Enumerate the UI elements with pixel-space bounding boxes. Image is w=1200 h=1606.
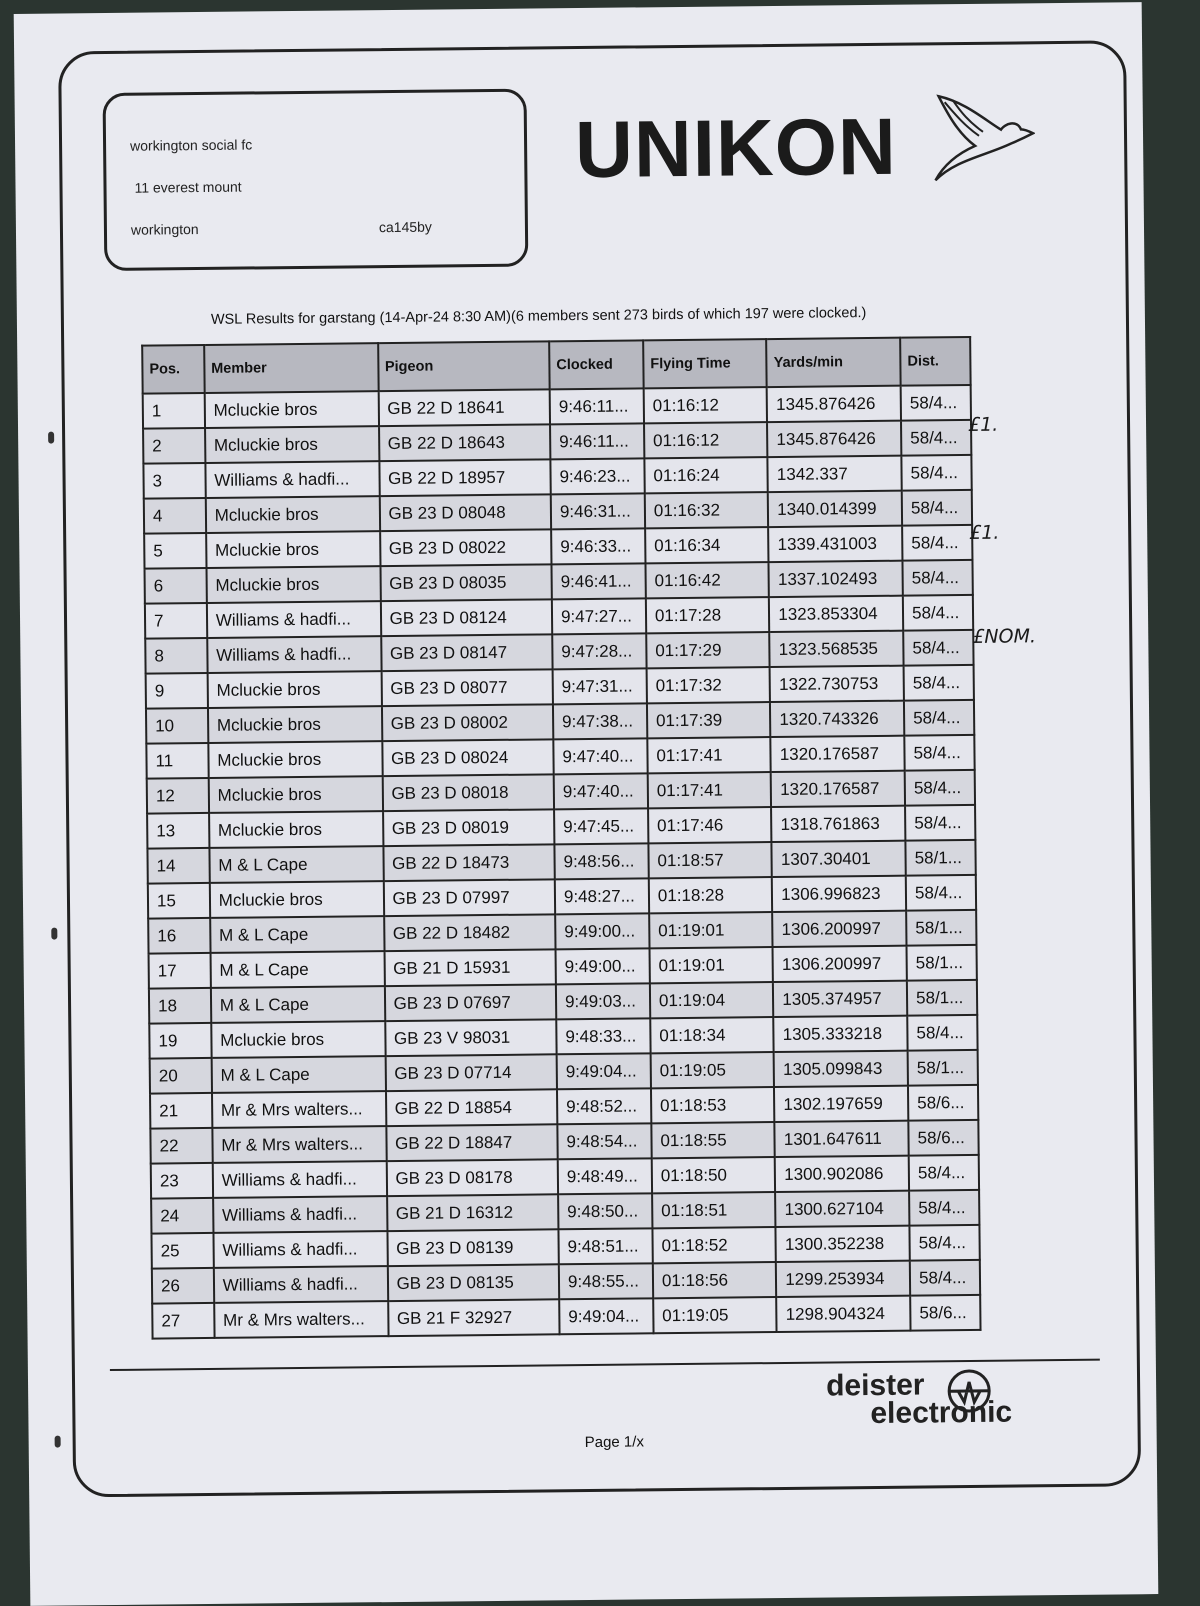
- header-pos: Pos.: [142, 345, 204, 394]
- dist-cell: 58/4...: [901, 385, 971, 421]
- flying-time-cell: 01:16:24: [644, 457, 768, 493]
- pos-cell: 23: [151, 1163, 213, 1199]
- dist-cell: 58/4...: [902, 525, 972, 561]
- member-cell: Mcluckie bros: [205, 426, 379, 463]
- dist-cell: 58/4...: [904, 665, 974, 701]
- member-cell: Mcluckie bros: [208, 741, 382, 778]
- pos-cell: 20: [150, 1058, 212, 1094]
- pigeon-cell: GB 22 D 18847: [386, 1124, 558, 1161]
- clocked-cell: 9:48:51...: [558, 1228, 652, 1264]
- pigeon-cell: GB 23 D 08019: [383, 809, 555, 846]
- pos-cell: 12: [147, 778, 209, 814]
- pigeon-cell: GB 21 F 32927: [388, 1299, 560, 1336]
- header-yards-min: Yards/min: [766, 338, 900, 387]
- clocked-cell: 9:49:00...: [555, 913, 649, 949]
- flying-time-cell: 01:19:01: [649, 947, 773, 983]
- handwritten-note: £NOM.: [972, 625, 1037, 648]
- address-box: [103, 89, 529, 271]
- flying-time-cell: 01:16:12: [644, 387, 768, 423]
- pos-cell: 8: [145, 638, 207, 674]
- results-title: WSL Results for garstang (14-Apr-24 8:30 AM)(6 members sent 273 birds of which 197 were clocked.): [210, 305, 867, 328]
- pos-cell: 10: [146, 708, 208, 744]
- member-cell: Mcluckie bros: [210, 881, 384, 918]
- dist-cell: 58/4...: [905, 770, 975, 806]
- dist-cell: 58/1...: [905, 840, 975, 876]
- member-cell: Mcluckie bros: [206, 496, 380, 533]
- pos-cell: 18: [149, 988, 211, 1024]
- flying-time-cell: 01:18:55: [651, 1122, 775, 1158]
- dist-cell: 58/4...: [903, 595, 973, 631]
- flying-time-cell: 01:17:41: [647, 737, 771, 773]
- member-cell: Williams & hadfi...: [207, 636, 381, 673]
- flying-time-cell: 01:18:51: [652, 1192, 776, 1228]
- pigeon-cell: GB 23 D 07714: [385, 1054, 557, 1091]
- clocked-cell: 9:47:28...: [552, 633, 646, 669]
- flying-time-cell: 01:19:05: [653, 1297, 777, 1333]
- pigeon-cell: GB 23 D 08035: [380, 564, 552, 601]
- pigeon-cell: GB 23 D 08018: [382, 774, 554, 811]
- yards-min-cell: 1320.176587: [771, 771, 905, 807]
- pigeon-cell: GB 23 D 07997: [383, 879, 555, 916]
- pos-cell: 15: [148, 883, 210, 919]
- punch-mark: [48, 432, 54, 444]
- clocked-cell: 9:49:04...: [559, 1298, 653, 1334]
- yards-min-cell: 1323.853304: [769, 596, 903, 632]
- member-cell: Williams & hadfi...: [212, 1161, 386, 1198]
- pos-cell: 21: [150, 1093, 212, 1129]
- flying-time-cell: 01:19:04: [650, 982, 774, 1018]
- member-cell: Mcluckie bros: [208, 776, 382, 813]
- flying-time-cell: 01:19:01: [649, 912, 773, 948]
- pigeon-cell: GB 22 D 18641: [378, 389, 550, 426]
- member-cell: Mcluckie bros: [209, 811, 383, 848]
- address-postcode: ca145by: [378, 218, 432, 236]
- flying-time-cell: 01:17:39: [647, 702, 771, 738]
- yards-min-cell: 1337.102493: [769, 561, 903, 597]
- pos-cell: 9: [146, 673, 208, 709]
- flying-time-cell: 01:18:28: [649, 877, 773, 913]
- pos-cell: 11: [146, 743, 208, 779]
- dist-cell: 58/1...: [907, 945, 977, 981]
- pos-cell: 5: [144, 533, 206, 569]
- pos-cell: 17: [149, 953, 211, 989]
- dist-cell: 58/6...: [908, 1085, 978, 1121]
- pigeon-cell: GB 23 D 08124: [380, 599, 552, 636]
- handwritten-note: £1.: [967, 413, 999, 436]
- pigeon-cell: GB 21 D 15931: [384, 949, 556, 986]
- pigeon-cell: GB 23 D 08139: [387, 1229, 559, 1266]
- page-number: Page 1/x: [584, 1433, 644, 1452]
- flying-time-cell: 01:17:28: [646, 597, 770, 633]
- clocked-cell: 9:47:40...: [554, 773, 648, 809]
- clocked-cell: 9:47:40...: [553, 738, 647, 774]
- clocked-cell: 9:46:23...: [550, 458, 644, 494]
- header-dist: Dist.: [900, 337, 970, 386]
- pigeon-cell: GB 23 D 08077: [381, 669, 553, 706]
- clocked-cell: 9:48:33...: [556, 1018, 650, 1054]
- pos-cell: 22: [150, 1128, 212, 1164]
- pigeon-cell: GB 21 D 16312: [387, 1194, 559, 1231]
- dist-cell: 58/4...: [906, 875, 976, 911]
- pigeon-cell: GB 22 D 18643: [379, 424, 551, 461]
- clocked-cell: 9:49:03...: [556, 983, 650, 1019]
- clocked-cell: 9:48:52...: [557, 1088, 651, 1124]
- dist-cell: 58/4...: [909, 1225, 979, 1261]
- pos-cell: 6: [145, 568, 207, 604]
- member-cell: Williams & hadfi...: [207, 601, 381, 638]
- clocked-cell: 9:48:49...: [558, 1158, 652, 1194]
- member-cell: M & L Cape: [211, 1056, 385, 1093]
- pigeon-cell: GB 23 D 08135: [387, 1264, 559, 1301]
- member-cell: Mcluckie bros: [204, 391, 378, 428]
- address-line-2: 11 everest mount: [134, 178, 242, 196]
- pos-cell: 24: [151, 1198, 213, 1234]
- clocked-cell: 9:49:04...: [557, 1053, 651, 1089]
- dist-cell: 58/6...: [910, 1295, 980, 1331]
- table-row: [152, 1295, 980, 1339]
- dist-cell: 58/4...: [909, 1155, 979, 1191]
- pigeon-cell: GB 23 D 08178: [386, 1159, 558, 1196]
- member-cell: Williams & hadfi...: [214, 1266, 388, 1303]
- dist-cell: 58/1...: [907, 980, 977, 1016]
- flying-time-cell: 01:18:52: [652, 1227, 776, 1263]
- clocked-cell: 9:47:38...: [553, 703, 647, 739]
- pos-cell: 4: [144, 498, 206, 534]
- dist-cell: 58/4...: [901, 455, 971, 491]
- member-cell: Mcluckie bros: [211, 1021, 385, 1058]
- yards-min-cell: 1299.253934: [776, 1261, 910, 1297]
- member-cell: Mr & Mrs walters...: [212, 1091, 386, 1128]
- yards-min-cell: 1345.876426: [767, 421, 901, 457]
- pos-cell: 1: [143, 393, 205, 429]
- clocked-cell: 9:46:31...: [551, 493, 645, 529]
- member-cell: M & L Cape: [210, 951, 384, 988]
- yards-min-cell: 1342.337: [768, 456, 902, 492]
- yards-min-cell: 1339.431003: [768, 526, 902, 562]
- pos-cell: 27: [152, 1303, 214, 1339]
- yards-min-cell: 1305.099843: [774, 1051, 908, 1087]
- flying-time-cell: 01:17:41: [648, 772, 772, 808]
- pigeon-cell: GB 23 V 98031: [385, 1019, 557, 1056]
- header-member: Member: [204, 343, 378, 393]
- yards-min-cell: 1300.352238: [776, 1226, 910, 1262]
- yards-min-cell: 1322.730753: [770, 666, 904, 702]
- deister-logo-line-1: deister: [825, 1368, 925, 1403]
- clocked-cell: 9:48:50...: [558, 1193, 652, 1229]
- yards-min-cell: 1306.996823: [772, 876, 906, 912]
- pigeon-cell: GB 23 D 07697: [384, 984, 556, 1021]
- clocked-cell: 9:47:27...: [552, 598, 646, 634]
- pigeon-cell: GB 23 D 08002: [381, 704, 553, 741]
- clocked-cell: 9:48:27...: [555, 878, 649, 914]
- yards-min-cell: 1298.904324: [776, 1296, 910, 1332]
- yards-min-cell: 1323.568535: [770, 631, 904, 667]
- member-cell: M & L Cape: [209, 846, 383, 883]
- handwritten-note: £1.: [969, 521, 1000, 544]
- yards-min-cell: 1306.200997: [772, 911, 906, 947]
- dist-cell: 58/1...: [908, 1050, 978, 1086]
- flying-time-cell: 01:18:57: [648, 842, 772, 878]
- member-cell: Mcluckie bros: [206, 531, 380, 568]
- member-cell: Williams & hadfi...: [205, 461, 379, 498]
- clocked-cell: 9:46:33...: [551, 528, 645, 564]
- pigeon-cell: GB 23 D 08147: [381, 634, 553, 671]
- flying-time-cell: 01:17:32: [646, 667, 770, 703]
- dist-cell: 58/4...: [907, 1015, 977, 1051]
- yards-min-cell: 1345.876426: [767, 386, 901, 422]
- results-table: [141, 336, 981, 1340]
- dist-cell: 58/1...: [906, 910, 976, 946]
- pos-cell: 26: [152, 1268, 214, 1304]
- table-body: [143, 385, 981, 1339]
- pigeon-cell: GB 22 D 18854: [386, 1089, 558, 1126]
- flying-time-cell: 01:17:46: [648, 807, 772, 843]
- dist-cell: 58/4...: [902, 490, 972, 526]
- yards-min-cell: 1300.627104: [775, 1191, 909, 1227]
- member-cell: Mcluckie bros: [206, 566, 380, 603]
- dist-cell: 58/6...: [908, 1120, 978, 1156]
- dist-cell: 58/4...: [903, 630, 973, 666]
- dist-cell: 58/4...: [903, 560, 973, 596]
- member-cell: Mcluckie bros: [207, 671, 381, 708]
- pos-cell: 19: [149, 1023, 211, 1059]
- punch-mark: [51, 928, 57, 940]
- dist-cell: 58/4...: [910, 1260, 980, 1296]
- pos-cell: 2: [143, 428, 205, 464]
- pigeon-cell: GB 23 D 08024: [382, 739, 554, 776]
- brand-logo-text: UNIKON: [574, 101, 898, 195]
- flying-time-cell: 01:18:34: [650, 1017, 774, 1053]
- yards-min-cell: 1301.647611: [775, 1121, 909, 1157]
- flying-time-cell: 01:17:29: [646, 632, 770, 668]
- clocked-cell: 9:47:45...: [554, 808, 648, 844]
- member-cell: M & L Cape: [211, 986, 385, 1023]
- pigeon-cell: GB 22 D 18957: [379, 459, 551, 496]
- pos-cell: 14: [147, 848, 209, 884]
- clocked-cell: 9:49:00...: [555, 948, 649, 984]
- clocked-cell: 9:46:11...: [550, 388, 644, 424]
- yards-min-cell: 1320.743326: [770, 701, 904, 737]
- yards-min-cell: 1306.200997: [773, 946, 907, 982]
- printed-sheet: [14, 2, 1159, 1606]
- pos-cell: 25: [151, 1233, 213, 1269]
- yards-min-cell: 1318.761863: [771, 806, 905, 842]
- yards-min-cell: 1300.902086: [775, 1156, 909, 1192]
- member-cell: Williams & hadfi...: [213, 1231, 387, 1268]
- clocked-cell: 9:48:55...: [559, 1263, 653, 1299]
- pigeon-cell: GB 22 D 18473: [383, 844, 555, 881]
- address-line-3: workington: [130, 221, 199, 238]
- pigeon-cell: GB 23 D 08022: [380, 529, 552, 566]
- yards-min-cell: 1302.197659: [774, 1086, 908, 1122]
- flying-time-cell: 01:16:34: [645, 527, 769, 563]
- member-cell: Mr & Mrs walters...: [214, 1301, 388, 1338]
- yards-min-cell: 1305.333218: [774, 1016, 908, 1052]
- clocked-cell: 9:48:54...: [557, 1123, 651, 1159]
- yards-min-cell: 1320.176587: [771, 736, 905, 772]
- flying-time-cell: 01:18:56: [653, 1262, 777, 1298]
- flying-time-cell: 01:19:05: [651, 1052, 775, 1088]
- pos-cell: 16: [148, 918, 210, 954]
- clocked-cell: 9:48:56...: [554, 843, 648, 879]
- deister-logo-line-2: electronic: [870, 1395, 1013, 1431]
- flying-time-cell: 01:18:50: [652, 1157, 776, 1193]
- dist-cell: 58/4...: [905, 805, 975, 841]
- yards-min-cell: 1340.014399: [768, 491, 902, 527]
- header-pigeon: Pigeon: [378, 341, 550, 391]
- dist-cell: 58/4...: [904, 735, 974, 771]
- deister-logo: [826, 1367, 1047, 1439]
- pos-cell: 13: [147, 813, 209, 849]
- table-header-row: [142, 337, 970, 394]
- pigeon-cell: GB 23 D 08048: [379, 494, 551, 531]
- dist-cell: 58/4...: [909, 1190, 979, 1226]
- member-cell: Mcluckie bros: [208, 706, 382, 743]
- deister-emblem-icon: [946, 1368, 992, 1414]
- dove-logo-icon: [925, 89, 1036, 190]
- pigeon-cell: GB 22 D 18482: [384, 914, 556, 951]
- header-clocked: Clocked: [549, 340, 643, 389]
- flying-time-cell: 01:16:12: [644, 422, 768, 458]
- dist-cell: 58/4...: [901, 420, 971, 456]
- dist-cell: 58/4...: [904, 700, 974, 736]
- member-cell: M & L Cape: [210, 916, 384, 953]
- pos-cell: 7: [145, 603, 207, 639]
- flying-time-cell: 01:16:32: [645, 492, 769, 528]
- punch-mark: [55, 1436, 61, 1448]
- pos-cell: 3: [143, 463, 205, 499]
- yards-min-cell: 1305.374957: [773, 981, 907, 1017]
- address-line-1: workington social fc: [129, 136, 253, 154]
- clocked-cell: 9:47:31...: [553, 668, 647, 704]
- flying-time-cell: 01:16:42: [645, 562, 769, 598]
- clocked-cell: 9:46:11...: [550, 423, 644, 459]
- clocked-cell: 9:46:41...: [551, 563, 645, 599]
- yards-min-cell: 1307.30401: [772, 841, 906, 877]
- flying-time-cell: 01:18:53: [651, 1087, 775, 1123]
- header-flying-time: Flying Time: [643, 339, 767, 388]
- member-cell: Mr & Mrs walters...: [212, 1126, 386, 1163]
- member-cell: Williams & hadfi...: [213, 1196, 387, 1233]
